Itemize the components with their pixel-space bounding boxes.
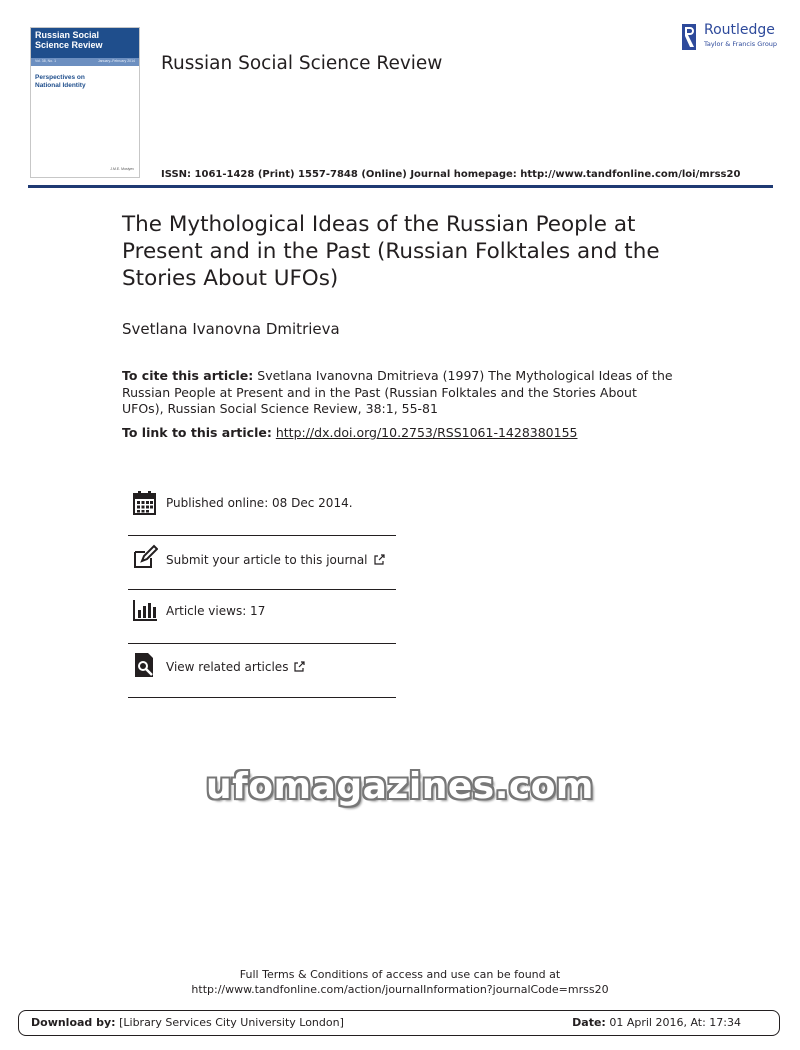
cite-label: To cite this article: xyxy=(122,368,254,383)
info-divider xyxy=(128,535,396,536)
header-divider xyxy=(28,185,773,188)
cover-volume-strip xyxy=(31,58,139,66)
cover-title-band xyxy=(31,28,139,58)
link-label: To link to this article: xyxy=(122,425,272,440)
download-date xyxy=(572,1016,741,1029)
download-date-label: Date: xyxy=(572,1016,606,1029)
cover-subtitle-line1: Perspectives on xyxy=(35,74,85,81)
journal-title: Russian Social Science Review xyxy=(161,53,443,74)
cover-title-line1: Russian Social xyxy=(35,30,100,40)
article-views-row xyxy=(128,598,396,638)
routledge-logo-icon xyxy=(680,22,700,52)
article-author: Svetlana Ivanovna Dmitrieva xyxy=(122,320,340,338)
issn-line xyxy=(161,169,740,180)
watermark-text: ufomagazines.com xyxy=(206,766,594,807)
issn-text: ISSN: 1061-1428 (Print) 1557-7848 (Online) Journal homepage: xyxy=(161,169,521,180)
info-divider xyxy=(128,697,396,698)
download-by-label: Download by: xyxy=(31,1016,116,1029)
submit-article-row[interactable] xyxy=(128,544,396,584)
published-online-row xyxy=(128,490,396,530)
cite-text: Svetlana Ivanovna Dmitrieva (1997) The Mythological Ideas of the Russian People at Present and in the Past (Russian Folktales and the Stories About UFOs), Russian Social Science Review, 38:1, 55-81 xyxy=(122,368,673,416)
cover-volume-right: January–February 2014 xyxy=(97,59,135,63)
calendar-icon xyxy=(132,490,158,516)
download-by-value: [Library Services City University London] xyxy=(115,1016,344,1029)
external-link-icon xyxy=(294,661,305,672)
doi-link[interactable]: http://dx.doi.org/10.2753/RSS1061-1428380155 xyxy=(275,425,578,440)
routledge-logo-subtitle: Taylor & Francis Group xyxy=(704,40,778,48)
cover-subtitle xyxy=(35,74,135,90)
related-articles-link[interactable] xyxy=(166,660,305,674)
published-online-text: Published online: 08 Dec 2014. xyxy=(166,496,353,510)
journal-homepage-link[interactable]: http://www.tandfonline.com/loi/mrss20 xyxy=(520,169,741,180)
article-views-text: Article views: 17 xyxy=(166,604,266,618)
article-title: The Mythological Ideas of the Russian People at Present and in the Past (Russian Folktales and the Stories About UFOs) xyxy=(122,212,660,291)
related-articles-row[interactable] xyxy=(128,652,396,692)
edit-icon xyxy=(132,544,158,570)
cover-subtitle-line2: National Identity xyxy=(35,82,86,89)
cover-title-line2: Science Review xyxy=(35,39,103,50)
related-articles-label: View related articles xyxy=(166,660,289,674)
external-link-icon xyxy=(374,554,385,565)
download-date-value: 01 April 2016, At: 17:34 xyxy=(605,1016,741,1029)
terms-line: Full Terms & Conditions of access and use can be found at xyxy=(239,968,561,981)
cover-editor-mark: J.M.E. Mosiyev xyxy=(110,167,134,171)
article-link-line xyxy=(122,425,578,440)
submit-article-link[interactable] xyxy=(166,553,385,567)
info-divider xyxy=(128,589,396,590)
download-info-bar xyxy=(18,1010,780,1036)
bar-chart-icon xyxy=(132,598,158,624)
terms-url[interactable]: http://www.tandfonline.com/action/journalInformation?journalCode=mrss20 xyxy=(191,983,609,996)
info-divider xyxy=(128,643,396,644)
citation-block xyxy=(122,368,682,418)
submit-article-label: Submit your article to this journal xyxy=(166,553,368,567)
search-document-icon xyxy=(132,652,158,678)
routledge-logo-name: Routledge xyxy=(704,22,775,38)
cover-volume-left: Vol. 38, No. 1 xyxy=(35,59,57,63)
download-by xyxy=(31,1016,344,1029)
journal-cover-thumbnail[interactable] xyxy=(30,27,140,178)
